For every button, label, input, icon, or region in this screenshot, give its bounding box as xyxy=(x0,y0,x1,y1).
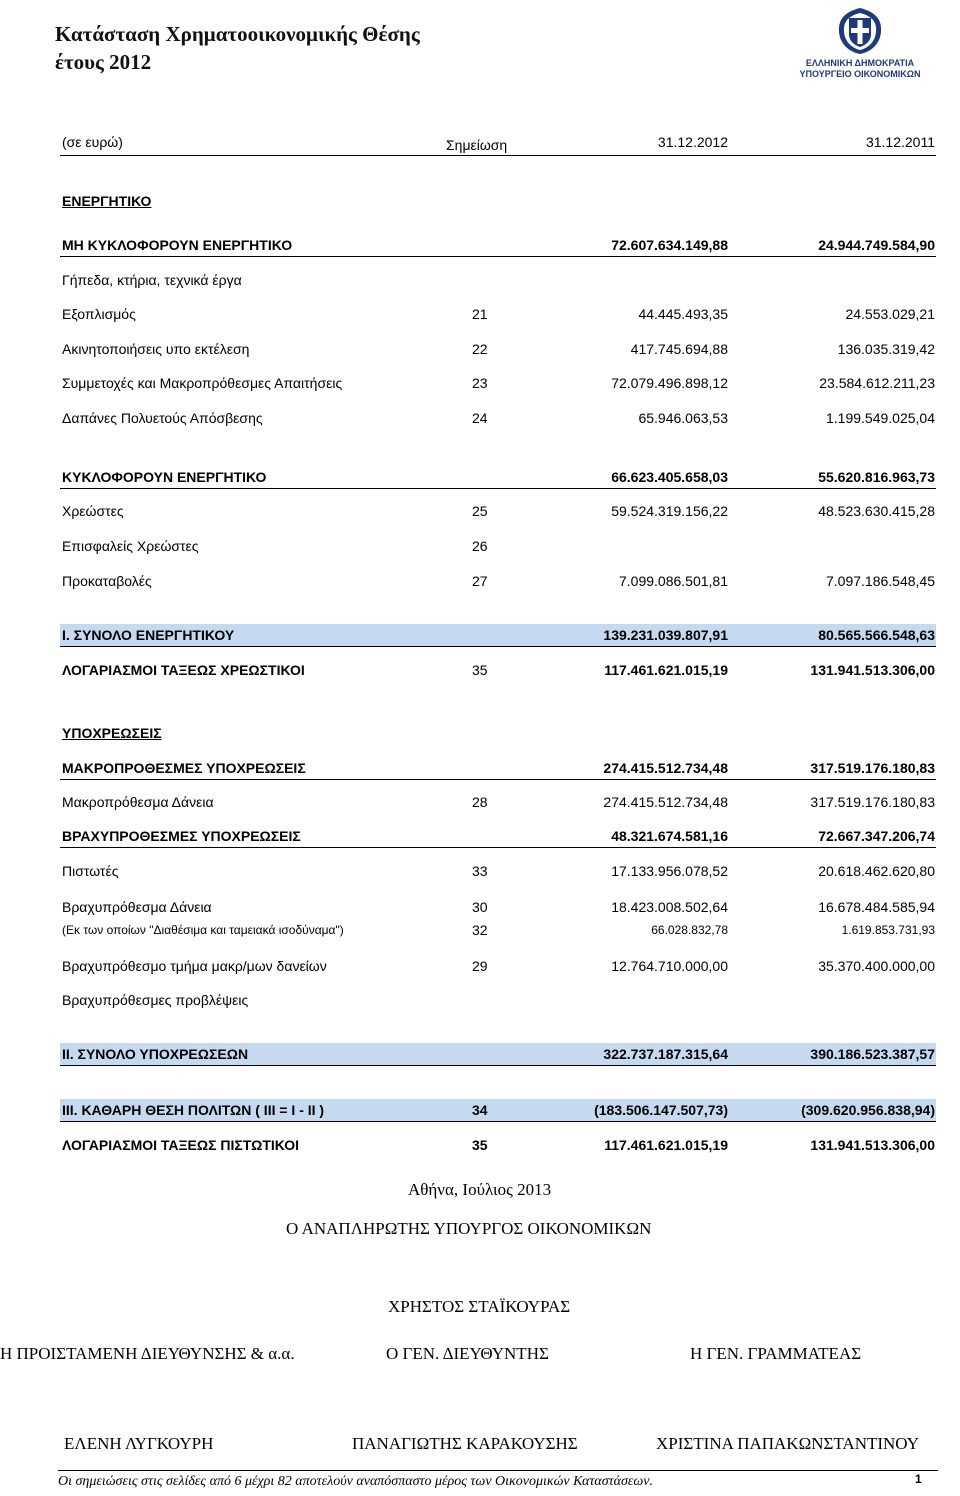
row-rule xyxy=(60,646,936,647)
table-row xyxy=(60,791,936,813)
row-rule xyxy=(60,488,936,489)
table-row xyxy=(60,303,936,325)
table-row xyxy=(60,269,936,291)
value-2011: 317.519.176.180,83 xyxy=(810,794,935,810)
row-note: 27 xyxy=(472,573,488,589)
row-label: Προκαταβολές xyxy=(62,573,152,589)
row-note: 22 xyxy=(472,341,488,357)
table-row xyxy=(60,234,936,256)
value-2012: 7.099.086.501,81 xyxy=(619,573,728,589)
table-row xyxy=(60,338,936,360)
table-row xyxy=(60,722,936,744)
table-row xyxy=(60,757,936,779)
value-2011: 20.618.462.620,80 xyxy=(818,863,935,879)
value-2011: 80.565.566.548,63 xyxy=(818,627,935,643)
signatory-title-right: Η ΓΕΝ. ΓΡΑΜΜΑΤΕΑΣ xyxy=(690,1344,862,1363)
signatory-title-left: Η ΠΡΟΙΣΤΑΜΕΝΗ ΔΙΕΥΘΥΝΣΗΣ & α.α. xyxy=(0,1344,295,1363)
value-2012: 72.607.634.149,88 xyxy=(611,237,728,253)
table-row xyxy=(60,624,936,646)
row-note: 23 xyxy=(472,375,488,391)
row-label: Εξοπλισμός xyxy=(62,306,136,322)
row-note: 21 xyxy=(472,306,488,322)
logo-text-ministry: ΥΠΟΥΡΓΕΙΟ ΟΙΚΟΝΟΜΙΚΩΝ xyxy=(799,69,921,79)
value-2012: 139.231.039.807,91 xyxy=(603,627,728,643)
minister-title: Ο ΑΝΑΠΛΗΡΩΤΗΣ ΥΠΟΥΡΓΟΣ ΟΙΚΟΝΟΜΙΚΩΝ xyxy=(286,1219,652,1238)
value-2012: 117.461.621.015,19 xyxy=(604,1137,728,1153)
value-2012: 274.415.512.734,48 xyxy=(603,794,728,810)
value-2012: 48.321.674.581,16 xyxy=(611,828,728,844)
table-row xyxy=(60,989,936,1011)
footer-note: Οι σημειώσεις στις σελίδες από 6 μέχρι 82 αποτελούν αναπόσπαστο μέρος των Οικονομικών Καταστάσεων. xyxy=(58,1474,654,1489)
table-row xyxy=(60,659,936,681)
value-2011: 136.035.319,42 xyxy=(837,341,935,357)
row-note: 29 xyxy=(472,958,488,974)
title-line-1: Κατάσταση Χρηματοοικονομικής Θέσης xyxy=(55,22,420,46)
value-2012: 12.764.710.000,00 xyxy=(611,958,728,974)
value-2011: 48.523.630.415,28 xyxy=(818,503,935,519)
value-2011: 317.519.176.180,83 xyxy=(810,760,935,776)
footer-rule xyxy=(58,1470,938,1471)
logo-text-republic: ΕΛΛΗΝΙΚΗ ΔΗΜΟΚΡΑΤΙΑ xyxy=(805,58,915,68)
row-label: Ι. ΣΥΝΟΛΟ ΕΝΕΡΓΗΤΙΚΟΥ xyxy=(62,627,235,643)
row-rule xyxy=(60,1065,936,1066)
table-row xyxy=(60,466,936,488)
value-2012: 65.946.063,53 xyxy=(638,410,728,426)
value-2011: 7.097.186.548,45 xyxy=(826,573,935,589)
row-note: 25 xyxy=(472,503,488,519)
value-2011: 1.619.853.731,93 xyxy=(841,923,935,937)
table-row xyxy=(60,500,936,522)
table-row xyxy=(60,535,936,557)
table-row xyxy=(60,955,936,977)
table-row xyxy=(60,190,936,212)
row-label: ΥΠΟΧΡΕΩΣΕΙΣ xyxy=(62,725,162,741)
value-2011: 131.941.513.306,00 xyxy=(810,662,935,678)
row-rule xyxy=(60,779,936,780)
value-2012: 17.133.956.078,52 xyxy=(611,863,728,879)
signatory-title-mid: Ο ΓΕΝ. ΔΙΕΥΘΥΝΤΗΣ xyxy=(386,1344,549,1363)
value-2011: 16.678.484.585,94 xyxy=(818,899,935,915)
value-2011: 72.667.347.206,74 xyxy=(818,828,935,844)
value-2011: 1.199.549.025,04 xyxy=(826,410,935,426)
row-label: ΜΑΚΡΟΠΡΟΘΕΣΜΕΣ ΥΠΟΧΡΕΩΣΕΙΣ xyxy=(62,760,306,776)
row-label: Μακροπρόθεσμα Δάνεια xyxy=(62,794,214,810)
unit-label: (σε ευρώ) xyxy=(62,134,123,150)
value-2011: 24.944.749.584,90 xyxy=(818,237,935,253)
row-label: Χρεώστες xyxy=(62,503,124,519)
row-note: 35 xyxy=(472,662,488,678)
value-2012: 417.745.694,88 xyxy=(630,341,728,357)
row-label: Βραχυπρόθεσμο τμήμα μακρ/μων δανείων xyxy=(62,958,327,974)
row-note: 24 xyxy=(472,410,488,426)
row-note: 28 xyxy=(472,794,488,810)
ministry-logo xyxy=(790,6,930,80)
value-2012: 322.737.187.315,64 xyxy=(603,1046,728,1062)
row-label: (Εκ των οποίων "Διαθέσιμα και ταμειακά ισοδύναμα") xyxy=(62,923,344,937)
minister-name: ΧΡΗΣΤΟΣ ΣΤΑΪΚΟΥΡΑΣ xyxy=(388,1297,571,1316)
row-note: 32 xyxy=(472,922,488,938)
row-note: 33 xyxy=(472,863,488,879)
coat-of-arms-icon xyxy=(834,6,886,56)
value-2011: 131.941.513.306,00 xyxy=(810,1137,935,1153)
value-2011: 55.620.816.963,73 xyxy=(818,469,935,485)
value-2012: 44.445.493,35 xyxy=(638,306,728,322)
signatory-name-mid: ΠΑΝΑΓΙΩΤΗΣ ΚΑΡΑΚΟΥΣΗΣ xyxy=(352,1434,578,1453)
table-row xyxy=(60,570,936,592)
row-rule xyxy=(60,1121,936,1122)
note-column-header: Σημείωση xyxy=(446,137,508,153)
table-row xyxy=(60,372,936,394)
row-label: Επισφαλείς Χρεώστες xyxy=(62,538,199,554)
table-row xyxy=(60,860,936,882)
value-2012: 72.079.496.898,12 xyxy=(611,375,728,391)
year-2012-header: 31.12.2012 xyxy=(657,134,728,150)
row-note: 26 xyxy=(472,538,488,554)
table-row xyxy=(60,920,936,942)
table-row xyxy=(60,825,936,847)
value-2012: 18.423.008.502,64 xyxy=(611,899,728,915)
row-label: Συμμετοχές και Μακροπρόθεσμες Απαιτήσεις xyxy=(62,375,343,391)
row-note: 34 xyxy=(472,1102,488,1118)
signatory-name-right: ΧΡΙΣΤΙΝΑ ΠΑΠΑΚΩΝΣΤΑΝΤΙΝΟΥ xyxy=(656,1434,919,1453)
row-label: ΒΡΑΧΥΠΡΟΘΕΣΜΕΣ ΥΠΟΧΡΕΩΣΕΙΣ xyxy=(62,828,301,844)
value-2012: 59.524.319.156,22 xyxy=(611,503,728,519)
table-row xyxy=(60,1043,936,1065)
value-2011: 24.553.029,21 xyxy=(845,306,935,322)
row-label: ΙΙ. ΣΥΝΟΛΟ ΥΠΟΧΡΕΩΣΕΩΝ xyxy=(62,1046,249,1062)
row-label: Δαπάνες Πολυετούς Απόσβεσης xyxy=(62,410,263,426)
page-number: 1 xyxy=(915,1472,922,1486)
row-label: Βραχυπρόθεσμες προβλέψεις xyxy=(62,992,249,1008)
value-2012: 66.028.832,78 xyxy=(651,923,728,937)
row-label: Ακινητοποιήσεις υπο εκτέλεση xyxy=(62,341,250,357)
value-2011: 23.584.612.211,23 xyxy=(819,375,935,391)
place-date: Αθήνα, Ιούλιος 2013 xyxy=(408,1180,552,1199)
row-label: ΕΝΕΡΓΗΤΙΚΟ xyxy=(62,193,152,209)
row-rule xyxy=(60,847,936,848)
title-line-2: έτους 2012 xyxy=(55,50,152,74)
header-rule xyxy=(60,155,936,156)
row-label: ΛΟΓΑΡΙΑΣΜΟΙ ΤΑΞΕΩΣ ΠΙΣΤΩΤΙΚΟΙ xyxy=(62,1137,300,1153)
value-2011: (309.620.956.838,94) xyxy=(801,1102,935,1118)
year-2011-header: 31.12.2011 xyxy=(865,134,935,150)
table-row xyxy=(60,1099,936,1121)
table-row xyxy=(60,1134,936,1156)
table-row xyxy=(60,407,936,429)
row-label: ΜΗ ΚΥΚΛΟΦΟΡΟΥΝ ΕΝΕΡΓΗΤΙΚΟ xyxy=(62,237,293,253)
value-2012: 117.461.621.015,19 xyxy=(604,662,728,678)
row-note: 35 xyxy=(472,1137,488,1153)
value-2011: 35.370.400.000,00 xyxy=(818,958,935,974)
row-note: 30 xyxy=(472,899,488,915)
value-2012: (183.506.147.507,73) xyxy=(594,1102,728,1118)
row-label: ΙΙΙ. ΚΑΘΑΡΗ ΘΕΣΗ ΠΟΛΙΤΩΝ ( ΙΙΙ = Ι - ΙΙ ) xyxy=(62,1102,325,1118)
value-2011: 390.186.523.387,57 xyxy=(810,1046,935,1062)
row-label: Βραχυπρόθεσμα Δάνεια xyxy=(62,899,212,915)
row-label: Πιστωτές xyxy=(62,863,119,879)
row-label: ΛΟΓΑΡΙΑΣΜΟΙ ΤΑΞΕΩΣ ΧΡΕΩΣΤΙΚΟΙ xyxy=(62,662,305,678)
table-row xyxy=(60,896,936,918)
value-2012: 274.415.512.734,48 xyxy=(603,760,728,776)
row-label: Γήπεδα, κτήρια, τεχνικά έργα xyxy=(62,272,242,288)
signatory-name-left: ΕΛΕΝΗ ΛΥΓΚΟΥΡΗ xyxy=(64,1434,214,1453)
row-label: ΚΥΚΛΟΦΟΡΟΥΝ ΕΝΕΡΓΗΤΙΚΟ xyxy=(62,469,267,485)
value-2012: 66.623.405.658,03 xyxy=(611,469,728,485)
row-rule xyxy=(60,256,936,257)
